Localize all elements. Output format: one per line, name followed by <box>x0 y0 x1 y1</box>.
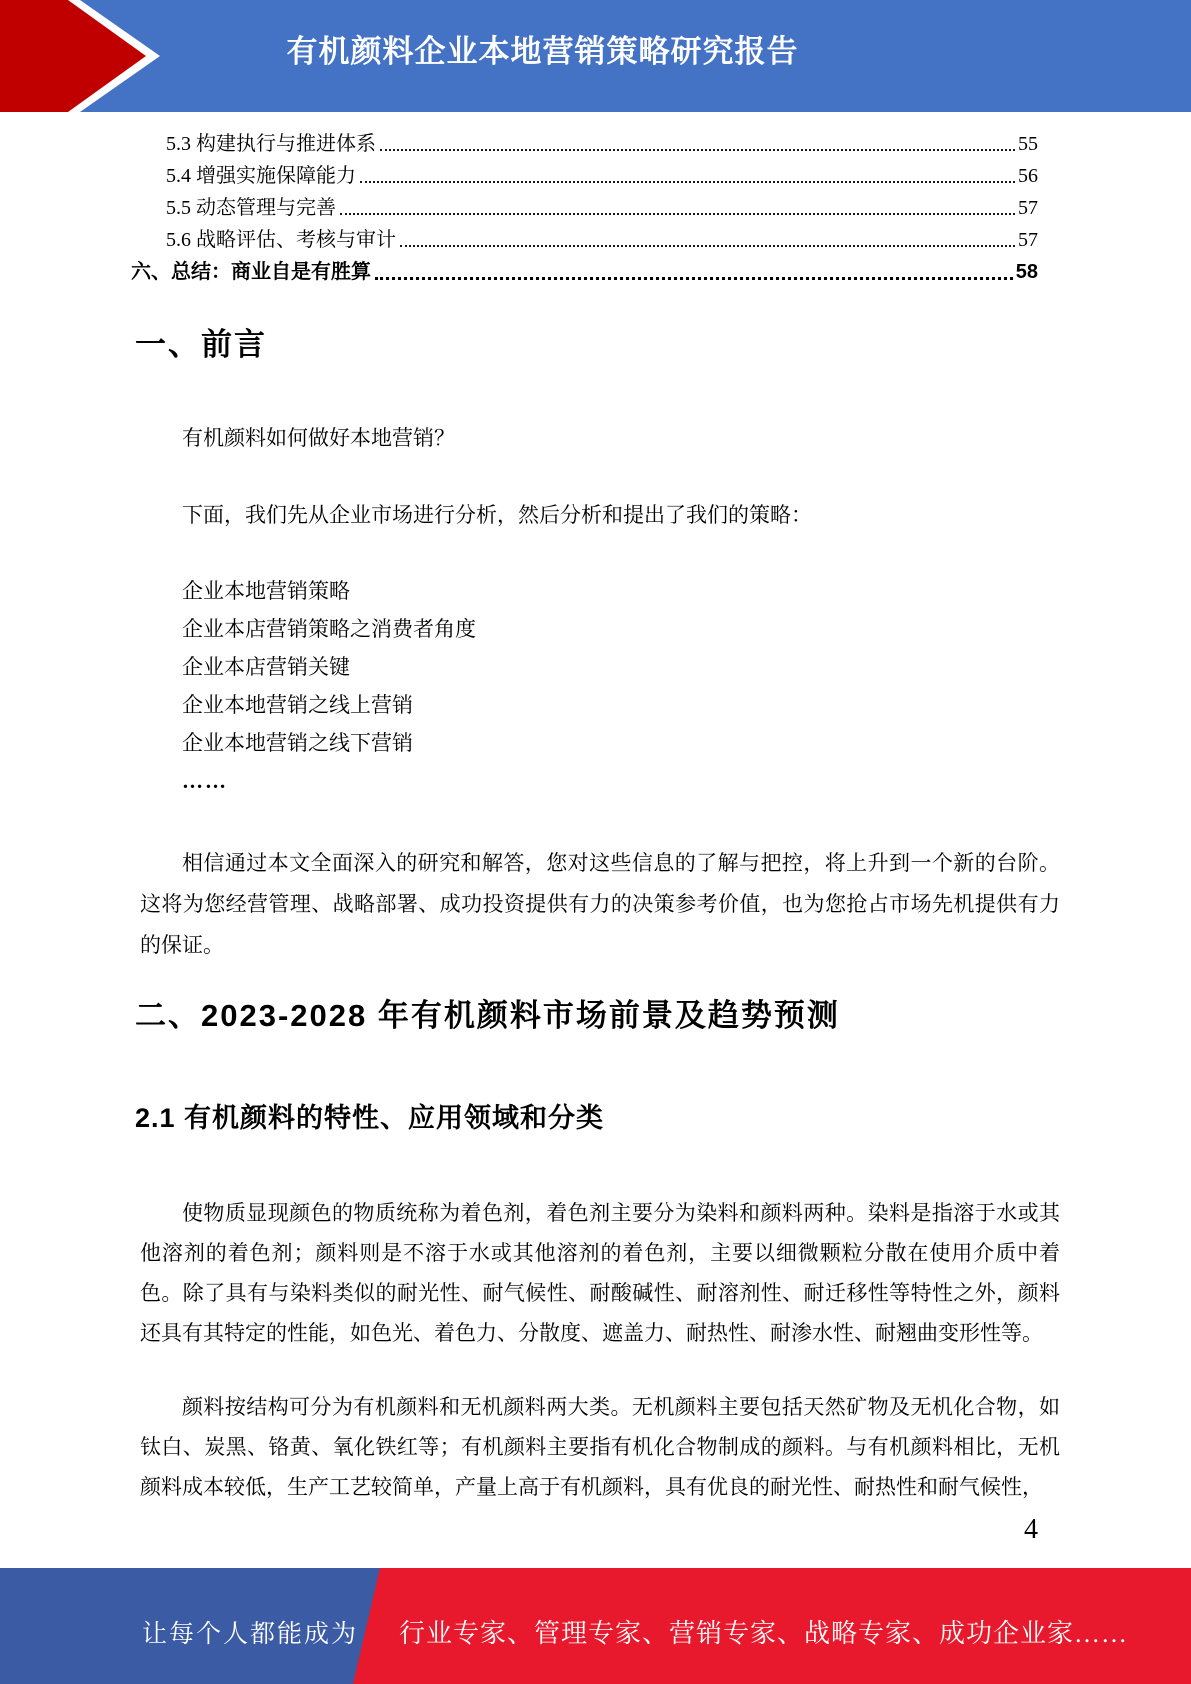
dotted-leader <box>375 277 1013 280</box>
footer-banner <box>0 1568 1191 1684</box>
page-number: 4 <box>1024 1514 1038 1545</box>
section-heading-market-outlook: 二、2023-2028 年有机颜料市场前景及趋势预测 <box>135 998 840 1033</box>
toc-entry-5-4[interactable] <box>131 156 1038 188</box>
dotted-leader <box>380 149 1015 151</box>
intro-question: 有机颜料如何做好本地营销？ <box>182 426 455 450</box>
footer-slogan-left: 让每个人都能成为 <box>142 1621 359 1648</box>
strategy-list-item: 企业本店营销关键 <box>182 655 350 679</box>
table-of-contents <box>131 124 1038 284</box>
toc-page-number: 57 <box>1018 197 1038 219</box>
dotted-leader <box>340 213 1015 215</box>
toc-entry-5-6[interactable] <box>131 220 1038 252</box>
toc-entry-5-5[interactable] <box>131 188 1038 220</box>
toc-page-number: 57 <box>1018 229 1038 251</box>
toc-entry-5-3[interactable] <box>131 124 1038 156</box>
toc-page-number: 58 <box>1015 261 1038 283</box>
toc-entry-label: 六、总结：商业自是有胜算 <box>131 261 371 283</box>
strategy-list-ellipsis: …… <box>182 769 228 793</box>
strategy-list <box>182 572 476 800</box>
toc-entry-6[interactable] <box>131 252 1038 284</box>
intro-close-paragraph: 相信通过本文全面深入的研究和解答，您对这些信息的了解与把控，将上升到一个新的台阶。这将为您经营管理、战略部署、成功投资提供有力的决策参考价值，也为您抢占市场先机提供有力的保证。 <box>140 851 1060 957</box>
body-paragraph-colorants: 使物质显现颜色的物质统称为着色剂，着色剂主要分为染料和颜料两种。染料是指溶于水或其他溶剂的着色剂；颜料则是不溶于水或其他溶剂的着色剂，主要以细微颗粒分散在使用介质中着色。除了具有与染料类似的耐光性、耐气候性、耐酸碱性、耐溶剂性、耐迁移性等特性之外，颜料还具有其特定的性能，如色光、着色力、分散度、遮盖力、耐热性、耐渗水性、耐翘曲变形性等。 <box>140 1201 1060 1345</box>
footer-slogan-right: 行业专家、管理专家、营销专家、战略专家、成功企业家…… <box>399 1619 1129 1648</box>
toc-page-number: 56 <box>1018 165 1038 187</box>
strategy-list-item: 企业本地营销之线上营销 <box>182 693 413 717</box>
strategy-list-item: 企业本店营销策略之消费者角度 <box>182 617 476 641</box>
strategy-list-item: 企业本地营销策略 <box>182 579 350 603</box>
toc-page-number: 55 <box>1018 133 1038 155</box>
toc-entry-label: 5.3 构建执行与推进体系 <box>166 133 376 155</box>
intro-lead: 下面，我们先从企业市场进行分析，然后分析和提出了我们的策略： <box>182 503 812 527</box>
dotted-leader <box>360 181 1015 183</box>
header-banner <box>0 0 1191 112</box>
subsection-heading-2-1: 2.1 有机颜料的特性、应用领域和分类 <box>135 1103 605 1133</box>
report-title: 有机颜料企业本地营销策略研究报告 <box>286 34 799 69</box>
section-heading-foreword: 一、前言 <box>135 327 267 362</box>
strategy-list-item: 企业本地营销之线下营销 <box>182 731 413 755</box>
body-paragraph-pigment-types: 颜料按结构可分为有机颜料和无机颜料两大类。无机颜料主要包括天然矿物及无机化合物，如钛白、炭黑、铬黄、氧化铁红等；有机颜料主要指有机化合物制成的颜料。与有机颜料相比，无机颜料成本较低，生产工艺较简单，产量上高于有机颜料，具有优良的耐光性、耐热性和耐气候性， <box>140 1395 1060 1499</box>
dotted-leader <box>400 245 1015 247</box>
toc-entry-label: 5.5 动态管理与完善 <box>166 197 336 219</box>
toc-entry-label: 5.4 增强实施保障能力 <box>166 165 356 187</box>
toc-entry-label: 5.6 战略评估、考核与审计 <box>166 229 396 251</box>
